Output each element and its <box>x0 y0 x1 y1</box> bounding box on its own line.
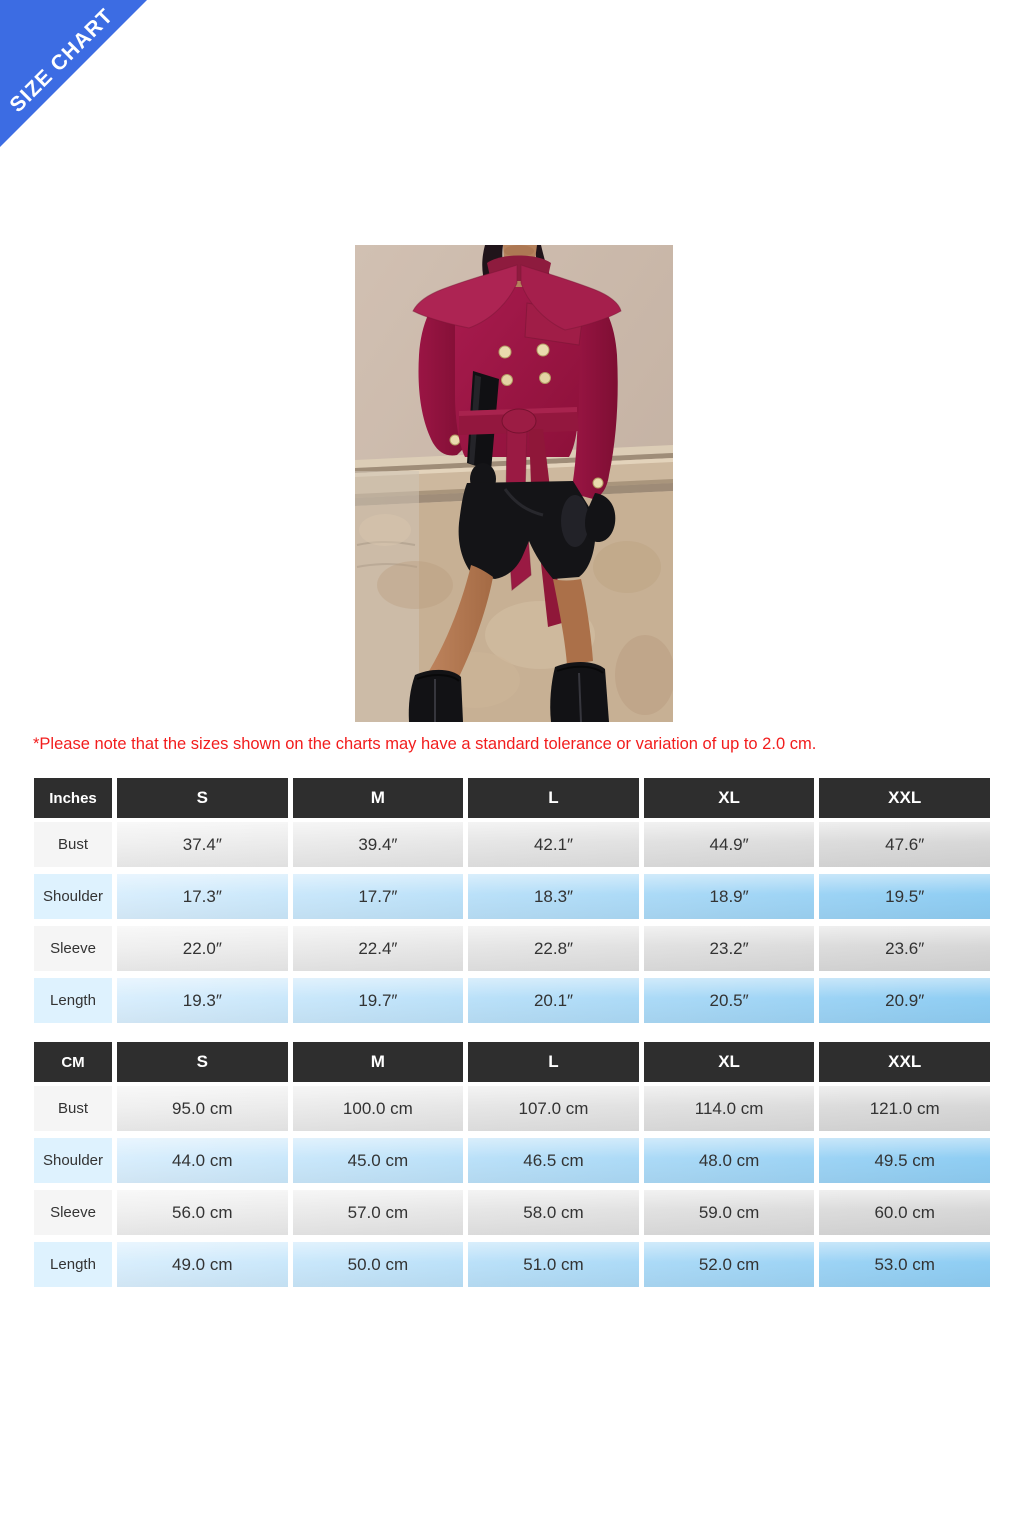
size-value-cell: 53.0 cm <box>814 1242 990 1287</box>
size-value-cell: 51.0 cm <box>463 1242 639 1287</box>
column-header-cell: L <box>463 778 639 818</box>
size-value-cell: 19.5″ <box>814 874 990 919</box>
column-header-cell: S <box>112 1042 288 1082</box>
size-table-row <box>34 1138 990 1183</box>
jacket-button <box>502 375 513 386</box>
column-header-cell: L <box>463 1042 639 1082</box>
row-label-cell: Bust <box>34 822 112 867</box>
size-value-cell: 18.9″ <box>639 874 815 919</box>
size-table-row <box>34 926 990 971</box>
size-value-cell: 17.3″ <box>112 874 288 919</box>
product-photo-illustration <box>355 245 673 722</box>
row-label-cell: Length <box>34 1242 112 1287</box>
row-label-cell: Sleeve <box>34 1190 112 1235</box>
unit-header-cell: Inches <box>34 778 112 818</box>
size-table-row <box>34 1190 990 1235</box>
size-value-cell: 22.0″ <box>112 926 288 971</box>
cuff-button <box>450 435 460 445</box>
size-value-cell: 52.0 cm <box>639 1242 815 1287</box>
column-header-cell: XXL <box>814 778 990 818</box>
size-value-cell: 60.0 cm <box>814 1190 990 1235</box>
size-table-row <box>34 822 990 867</box>
cuff-button <box>593 478 603 488</box>
column-header-cell: M <box>288 1042 464 1082</box>
size-value-cell: 57.0 cm <box>288 1190 464 1235</box>
size-value-cell: 20.1″ <box>463 978 639 1023</box>
size-chart-ribbon <box>0 0 150 150</box>
column-header-cell: XL <box>639 778 815 818</box>
size-value-cell: 23.2″ <box>639 926 815 971</box>
size-value-cell: 114.0 cm <box>639 1086 815 1131</box>
size-value-cell: 44.9″ <box>639 822 815 867</box>
size-value-cell: 59.0 cm <box>639 1190 815 1235</box>
jacket-button <box>540 373 551 384</box>
size-value-cell: 95.0 cm <box>112 1086 288 1131</box>
jacket-button <box>499 346 511 358</box>
size-value-cell: 19.3″ <box>112 978 288 1023</box>
size-table-row <box>34 874 990 919</box>
ribbon-triangle <box>0 0 147 147</box>
size-value-cell: 100.0 cm <box>288 1086 464 1131</box>
size-value-cell: 20.9″ <box>814 978 990 1023</box>
size-value-cell: 49.0 cm <box>112 1242 288 1287</box>
size-value-cell: 45.0 cm <box>288 1138 464 1183</box>
inches-size-table <box>34 778 990 1023</box>
size-value-cell: 19.7″ <box>288 978 464 1023</box>
size-value-cell: 39.4″ <box>288 822 464 867</box>
size-table-header-row <box>34 778 990 818</box>
product-photo <box>355 245 673 722</box>
size-value-cell: 18.3″ <box>463 874 639 919</box>
column-header-cell: S <box>112 778 288 818</box>
size-value-cell: 48.0 cm <box>639 1138 815 1183</box>
size-value-cell: 42.1″ <box>463 822 639 867</box>
size-table-header-row <box>34 1042 990 1082</box>
size-value-cell: 22.4″ <box>288 926 464 971</box>
size-value-cell: 46.5 cm <box>463 1138 639 1183</box>
row-label-cell: Sleeve <box>34 926 112 971</box>
ribbon-label: SIZE CHART <box>5 4 118 117</box>
jacket-button <box>537 344 549 356</box>
belt-knot <box>502 409 536 433</box>
cm-size-table <box>34 1042 990 1287</box>
size-value-cell: 17.7″ <box>288 874 464 919</box>
size-value-cell: 49.5 cm <box>814 1138 990 1183</box>
size-value-cell: 23.6″ <box>814 926 990 971</box>
size-value-cell: 58.0 cm <box>463 1190 639 1235</box>
size-value-cell: 121.0 cm <box>814 1086 990 1131</box>
row-label-cell: Length <box>34 978 112 1023</box>
tolerance-note: *Please note that the sizes shown on the charts may have a standard tolerance or variation of up to 2.0 cm. <box>33 735 817 753</box>
column-header-cell: M <box>288 778 464 818</box>
size-value-cell: 44.0 cm <box>112 1138 288 1183</box>
size-value-cell: 107.0 cm <box>463 1086 639 1131</box>
size-table-row <box>34 1086 990 1131</box>
size-table-row <box>34 978 990 1023</box>
size-value-cell: 50.0 cm <box>288 1242 464 1287</box>
row-label-cell: Shoulder <box>34 874 112 919</box>
size-value-cell: 47.6″ <box>814 822 990 867</box>
unit-header-cell: CM <box>34 1042 112 1082</box>
size-table-row <box>34 1242 990 1287</box>
size-value-cell: 20.5″ <box>639 978 815 1023</box>
column-header-cell: XL <box>639 1042 815 1082</box>
row-label-cell: Bust <box>34 1086 112 1131</box>
row-label-cell: Shoulder <box>34 1138 112 1183</box>
size-value-cell: 56.0 cm <box>112 1190 288 1235</box>
size-value-cell: 37.4″ <box>112 822 288 867</box>
size-value-cell: 22.8″ <box>463 926 639 971</box>
column-header-cell: XXL <box>814 1042 990 1082</box>
